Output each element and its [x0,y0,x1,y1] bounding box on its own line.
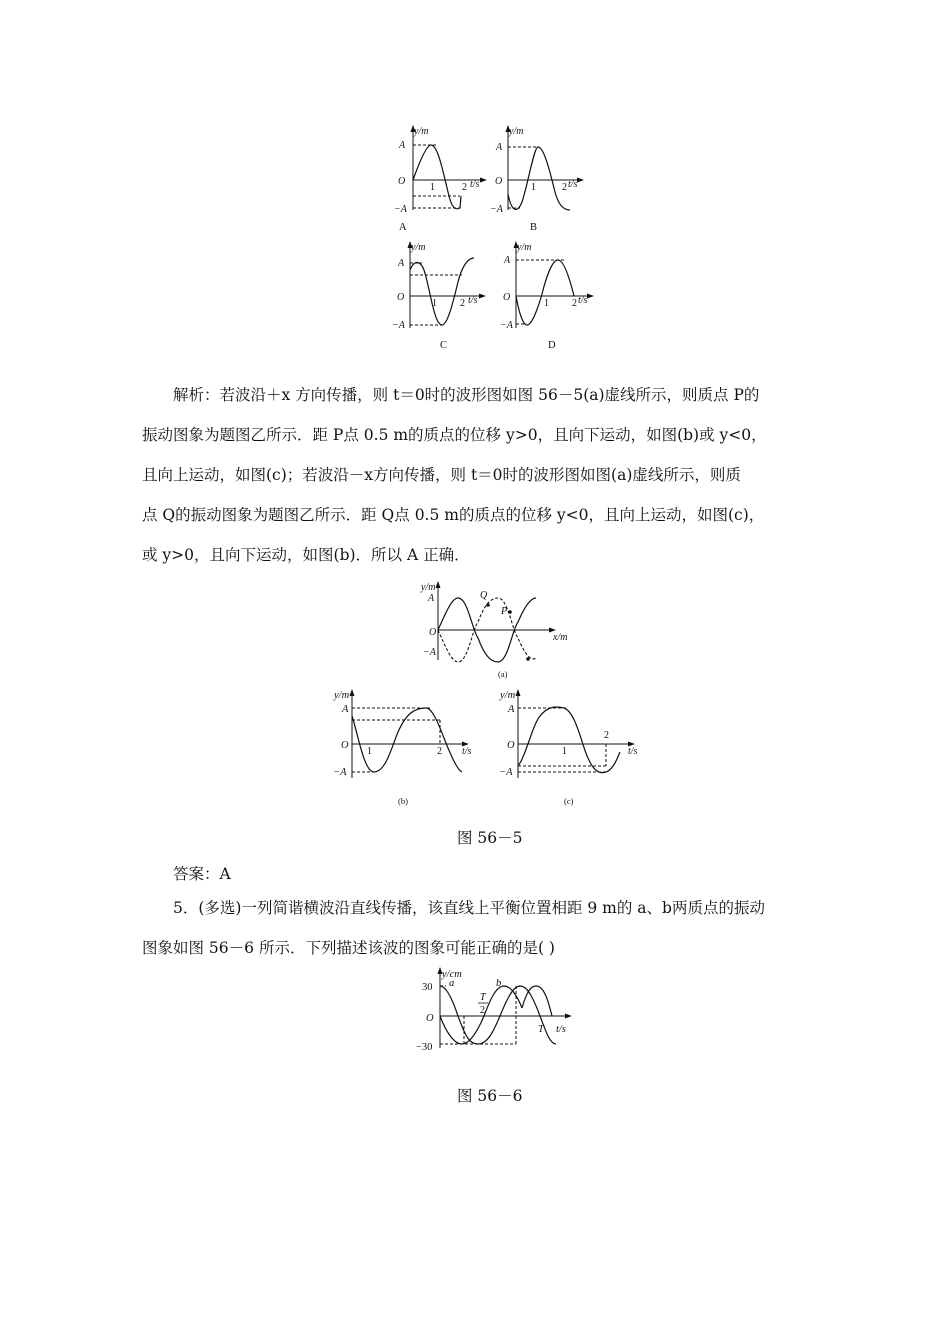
tick-2: 2 [572,298,577,309]
tick-1: 1 [562,746,567,757]
point-p-label: P [501,606,508,617]
x-axis-label: t/s [628,746,638,757]
tick-1: 1 [544,298,549,309]
option-graph-b [490,122,590,234]
tick-2: 2 [460,298,465,309]
tick-2: 2 [437,746,442,757]
question-line: 5．(多选)一列简谐横波沿直线传播，该直线上平衡位置相距 9 m的 a、b两质点的振动 [173,899,765,917]
origin-label: O [426,1013,434,1024]
answer-line: 答案：A [173,865,231,883]
amp-label: A [428,593,435,604]
y-axis-label: y/cm [442,969,462,980]
neg-amp-label: −A [392,320,405,331]
origin-label: O [507,740,515,751]
amp-label: A [399,140,406,151]
option-graph-d [500,238,600,350]
subfigure-label: (c) [564,796,574,806]
neg-amp-label: −A [499,767,513,778]
analysis-line: 点 Q的振动图象为题图乙所示．距 Q点 0.5 m的质点的位移 y<0，且向上运动，如图(c)， [142,506,765,524]
figure-56-5-b [330,686,490,808]
y-max-label: 30 [422,982,433,993]
y-min-label: −30 [416,1042,433,1053]
option-graph-c [392,238,492,350]
amp-label: A [496,142,503,153]
option-label: B [530,222,538,233]
figure-56-6 [410,964,590,1064]
x-axis-label: t/s [568,179,578,190]
y-axis-label: y/m [334,690,350,701]
neg-amp-label: −A [423,647,436,658]
y-axis-label: y/m [500,690,516,701]
subfigure-label: (b) [398,796,408,806]
y-axis-label: y/m [517,242,532,253]
amp-label: A [342,704,349,715]
analysis-line: 解析：若波沿＋x 方向传播，则 t＝0时的波形图如图 56－5(a)虚线所示，则质点 P的 [173,386,760,404]
question-line: 图象如图 56－6 所示．下列描述该波的图象可能正确的是( ) [142,939,555,957]
analysis-line: 且向上运动，如图(c)；若波沿－x方向传播，则 t＝0时的波形图如图(a)虚线所示，则质 [142,466,741,484]
analysis-line: 振动图象为题图乙所示．距 P点 0.5 m的质点的位移 y>0，且向下运动，如图(b)或 y<0， [142,426,767,444]
option-graph-a [388,122,488,234]
analysis-line: 或 y>0，且向下运动，如图(b)．所以 A 正确． [142,546,470,564]
figure-56-5-a [412,578,582,686]
y-axis-label: y/m [421,582,436,593]
point-q-label: Q [480,590,488,601]
analysis-paragraph [142,375,812,575]
origin-label: O [503,292,511,303]
amp-label: A [508,704,515,715]
subfigure-label: (a) [498,669,508,679]
amp-label: A [398,258,405,269]
neg-amp-label: −A [490,204,503,215]
figure-56-5-caption: 图 56－5 [457,829,523,847]
x-axis-label: t/s [556,1024,566,1035]
y-axis-label: y/m [414,126,429,137]
tick-1: 1 [367,746,372,757]
x-axis-label: t/s [462,746,472,757]
tick-2: 2 [562,182,567,193]
tick-1: 1 [430,182,435,193]
figure-56-6-caption: 图 56－6 [457,1087,523,1105]
curve-b-label: b [496,978,502,989]
origin-label: O [341,740,349,751]
origin-label: O [495,176,503,187]
amp-label: A [504,255,511,266]
tick-2: 2 [604,730,609,741]
period-label: T [538,1024,544,1035]
option-label: C [440,340,448,350]
neg-amp-label: −A [333,767,347,778]
origin-label: O [398,176,406,187]
tick-2: 2 [462,182,467,193]
neg-amp-label: −A [394,204,407,215]
tick-1: 1 [432,298,437,309]
x-axis-label: t/s [470,179,480,190]
curve-a-label: a [449,978,455,989]
y-axis-label: y/m [411,242,426,253]
half-period-denominator: 2 [480,1005,485,1016]
x-axis-label: x/m [553,632,568,643]
tick-1: 1 [531,182,536,193]
option-label: D [548,340,556,350]
question-5 [142,888,812,968]
figure-56-5-c [496,686,656,808]
y-axis-label: y/m [509,126,524,137]
origin-label: O [429,627,437,638]
neg-amp-label: −A [500,320,513,331]
origin-label: O [397,292,405,303]
x-axis-label: t/s [468,295,478,306]
option-label: A [399,222,407,233]
half-period-numerator: T [480,992,486,1003]
x-axis-label: t/s [578,295,588,306]
